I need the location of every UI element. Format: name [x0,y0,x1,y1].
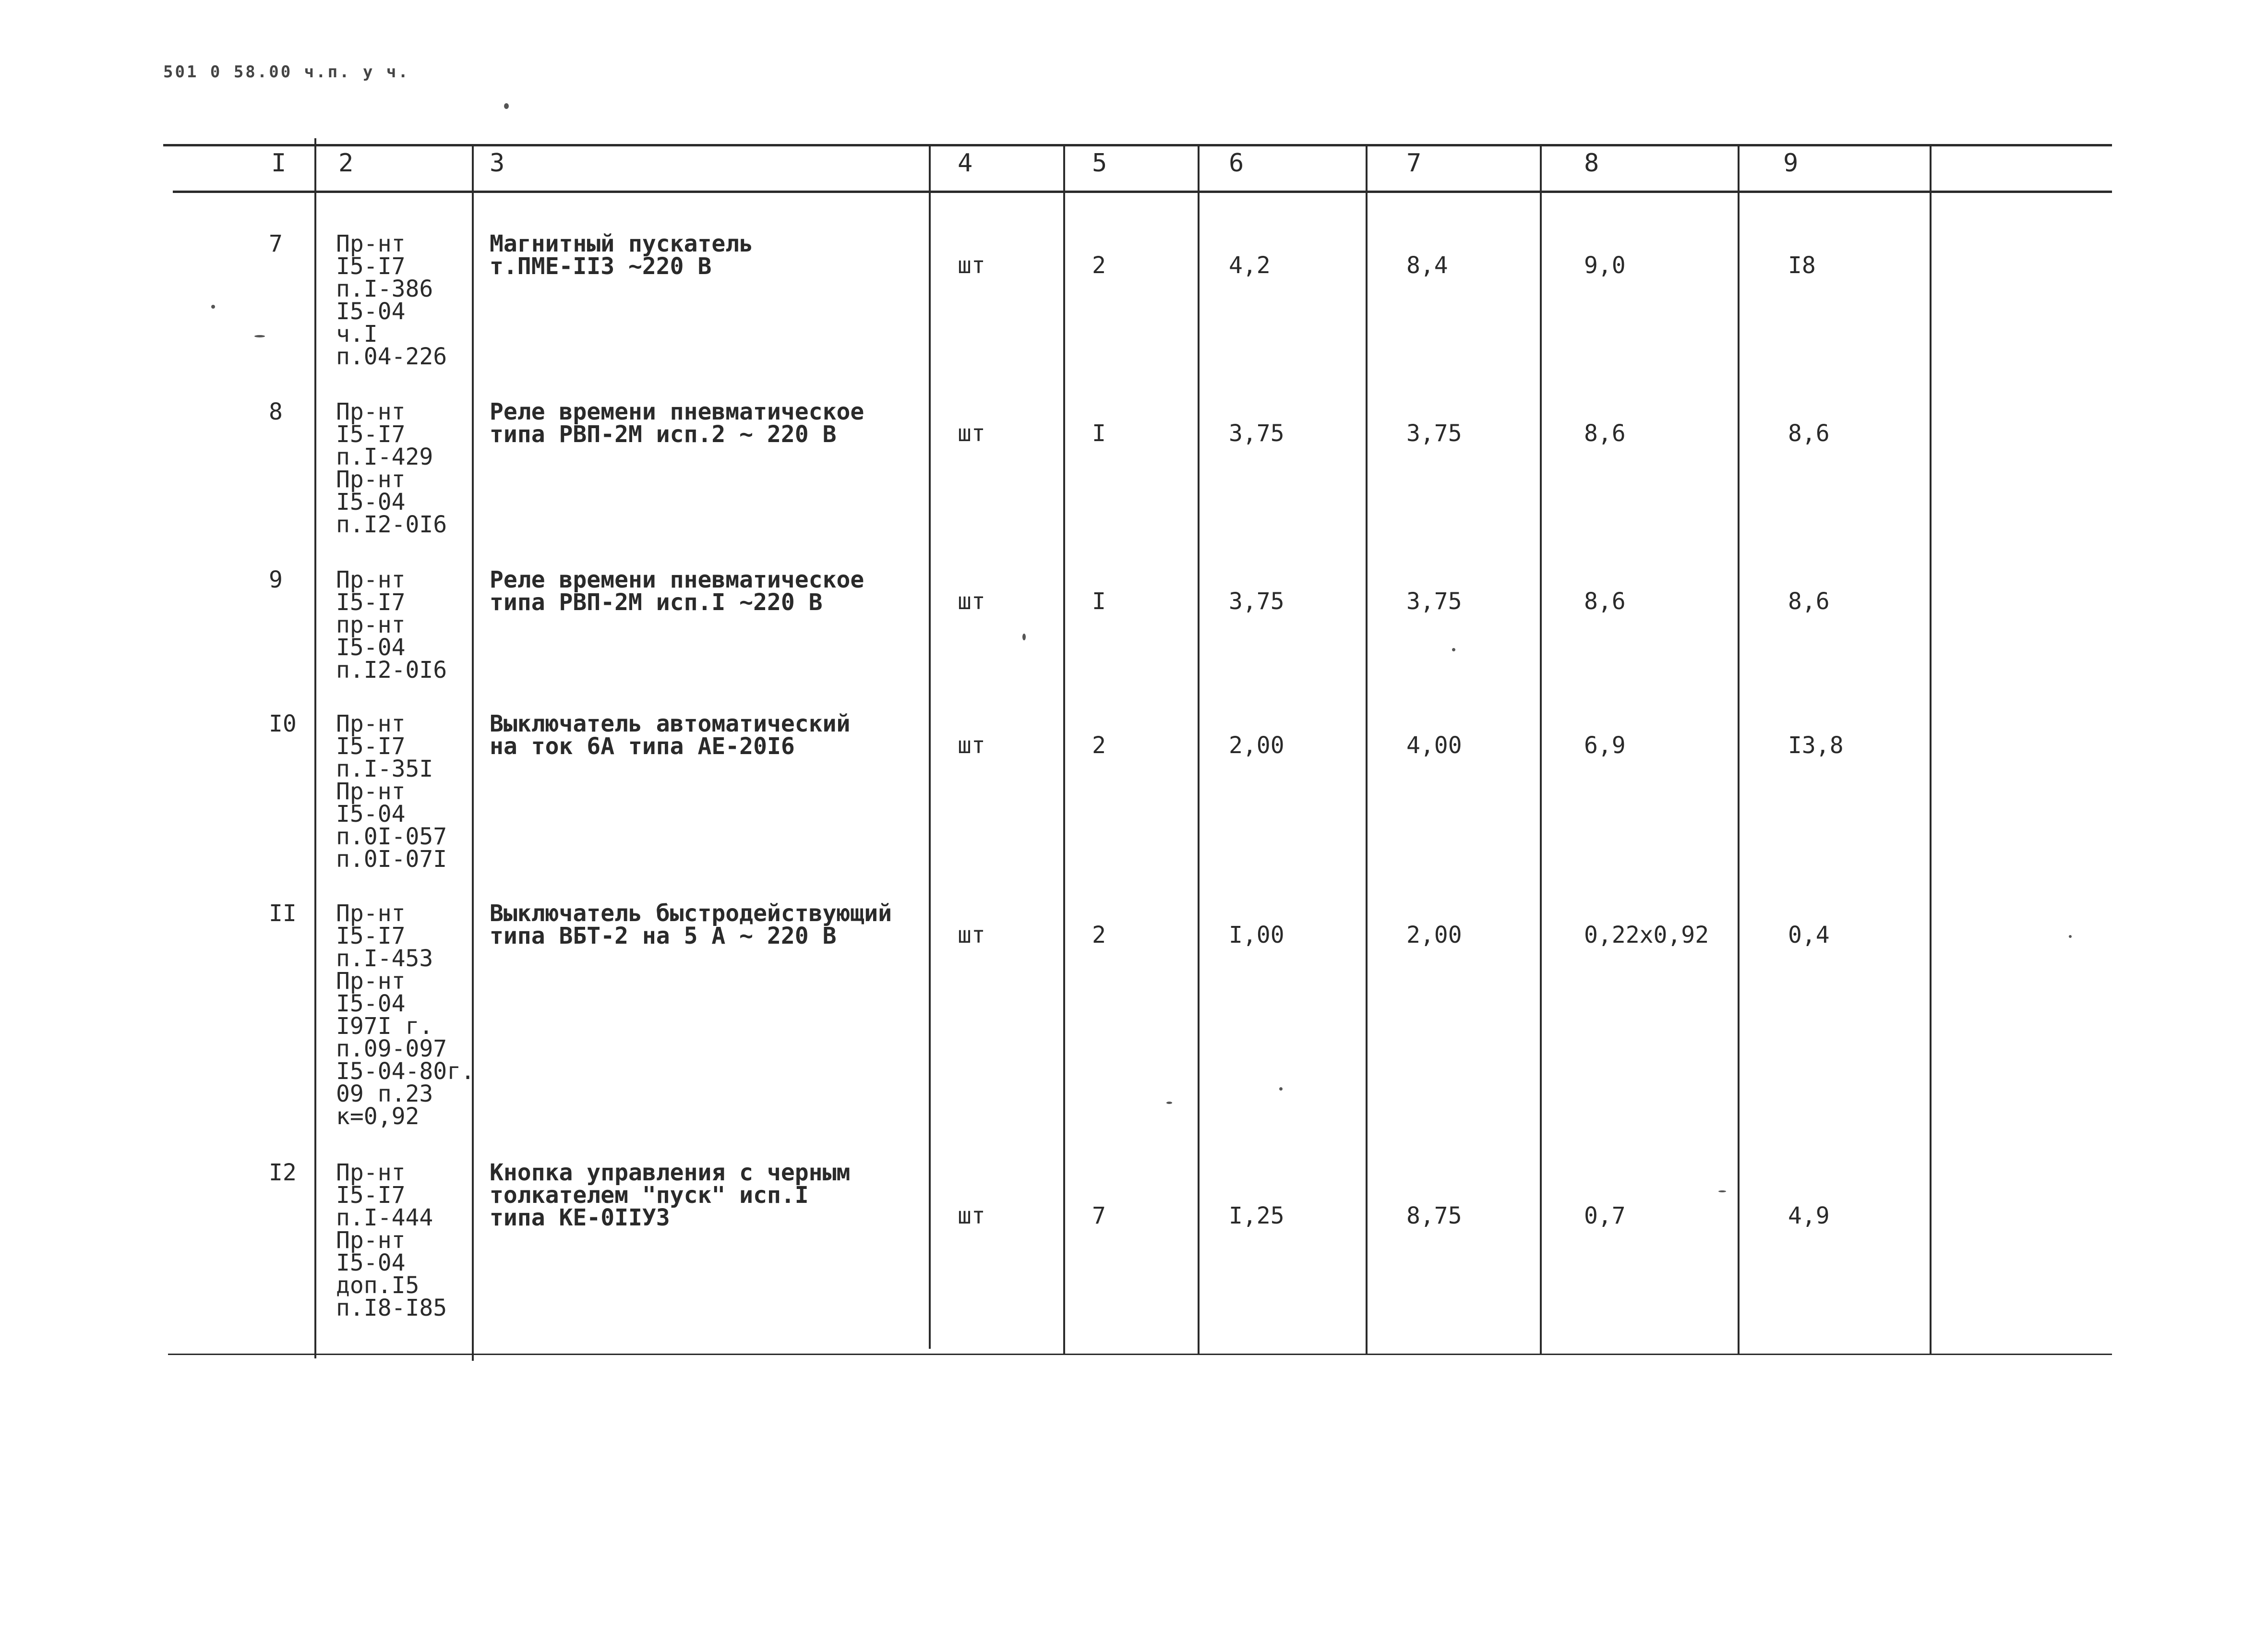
column-header: 3 [490,149,505,178]
value-col9: 8,6 [1788,588,1830,615]
row-number: 8 [269,398,283,425]
value-col6: I,00 [1229,922,1284,948]
quantity: 2 [1092,252,1106,279]
value-col7: 8,4 [1406,252,1448,279]
column-divider [1540,144,1542,1354]
table-header-rule [173,191,2112,193]
table-top-rule [163,144,2112,146]
column-header: 7 [1406,149,1422,178]
scan-speck [1022,634,1026,640]
value-col7: 4,00 [1406,732,1462,759]
unit: шт [958,588,985,615]
value-col8: 8,6 [1584,588,1626,615]
value-col8: 0,7 [1584,1202,1626,1229]
value-col7: 3,75 [1406,420,1462,447]
value-col7: 8,75 [1406,1202,1462,1229]
norm-reference: Пр-нт I5-I7 пр-нт I5-04 п.I2-0I6 [336,566,447,684]
value-col7: 3,75 [1406,588,1462,615]
scan-speck [1718,1190,1726,1192]
item-description: Реле времени пневматическое типа РВП-2М исп.2 ~ 220 В [490,398,864,448]
value-col6: 3,75 [1229,588,1284,615]
value-col6: 4,2 [1229,252,1271,279]
row-number: 7 [269,230,283,257]
value-col9: I3,8 [1788,732,1844,759]
column-header: 5 [1092,149,1107,178]
norm-reference: Пр-нт I5-I7 п.I-386 I5-04 ч.I п.04-226 [336,230,447,370]
page-code: 501 0 58.00 ч.п. у ч. [163,62,410,82]
column-header: 4 [958,149,973,178]
value-col8: 0,22х0,92 [1584,922,1709,948]
norm-reference: Пр-нт I5-I7 п.I-444 Пр-нт I5-04 доп.I5 п.I8-I85 [336,1159,447,1321]
scan-speck [211,305,215,309]
scan-speck [2069,935,2072,938]
item-description: Выключатель быстродействующий типа ВБТ-2 на 5 А ~ 220 В [490,900,892,949]
column-header: 9 [1783,149,1799,178]
column-divider [472,144,474,1361]
scan-speck [504,103,509,109]
norm-reference: Пр-нт I5-I7 п.I-35I Пр-нт I5-04 п.0I-057 п.0I-07I [336,710,447,873]
table-bottom-rule [168,1354,2112,1355]
column-divider [1198,144,1200,1354]
item-description: Реле времени пневматическое типа РВП-2М исп.I ~220 В [490,566,864,616]
value-col9: I8 [1788,252,1816,279]
row-number: II [269,900,297,927]
unit: шт [958,922,985,948]
column-header: 2 [338,149,354,178]
scan-speck [254,335,265,337]
column-divider [314,138,316,1358]
quantity: I [1092,420,1106,447]
norm-reference: Пр-нт I5-I7 п.I-453 Пр-нт I5-04 I97I г. п.09-097 I5-04-80г. 09 п.23 к=0,92 [336,900,475,1130]
scan-speck [1166,1102,1172,1104]
quantity: I [1092,588,1106,615]
value-col9: 0,4 [1788,922,1830,948]
row-number: I0 [269,710,297,737]
column-divider [1063,144,1065,1354]
quantity: 2 [1092,922,1106,948]
value-col8: 9,0 [1584,252,1626,279]
item-description: Кнопка управления с черным толкателем "пуск" исп.I типа КЕ-0IIУ3 [490,1159,851,1231]
norm-reference: Пр-нт I5-I7 п.I-429 Пр-нт I5-04 п.I2-0I6 [336,398,447,538]
quantity: 2 [1092,732,1106,759]
column-header: 6 [1229,149,1244,178]
value-col8: 8,6 [1584,420,1626,447]
column-divider [1738,144,1740,1354]
value-col6: I,25 [1229,1202,1284,1229]
item-description: Выключатель автоматический на ток 6А типа АЕ-20I6 [490,710,851,760]
column-divider [1366,144,1368,1354]
unit: шт [958,420,985,447]
value-col9: 4,9 [1788,1202,1830,1229]
value-col7: 2,00 [1406,922,1462,948]
unit: шт [958,732,985,759]
column-header: I [271,149,287,178]
unit: шт [958,1202,985,1229]
value-col8: 6,9 [1584,732,1626,759]
value-col9: 8,6 [1788,420,1830,447]
row-number: 9 [269,566,283,593]
column-divider [929,144,931,1349]
value-col6: 2,00 [1229,732,1284,759]
value-col6: 3,75 [1229,420,1284,447]
column-divider [1930,144,1932,1354]
row-number: I2 [269,1159,297,1186]
scan-speck [1279,1087,1283,1091]
scan-speck [1452,648,1455,651]
item-description: Магнитный пускатель т.ПМЕ-II3 ~220 В [490,230,754,280]
column-header: 8 [1584,149,1599,178]
quantity: 7 [1092,1202,1106,1229]
unit: шт [958,252,985,279]
